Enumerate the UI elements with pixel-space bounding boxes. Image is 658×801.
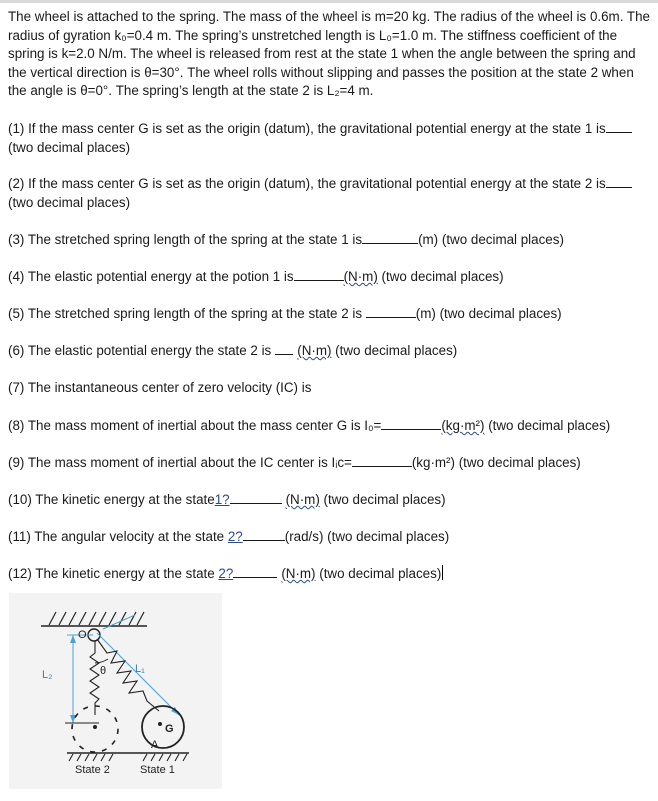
problem-statement: The wheel is attached to the spring. The mass of the wheel is m=20 kg. The radius of the wheel is 0.6m. The radius of gyration k₀=0.4 m. The spring’s unstretched length is L₀=1.0 m. The stiffness coefficient of the spring is k=2.0 N/m. The wheel is released from rest at the state 1 when the angle between the spring and the vertical direction is θ=30°. The wheel rolls without slipping and passes the position at the state 2 when the angle is θ=0°. The spring’s length at the state 2 is L₂=4 m. bbox=[8, 9, 650, 99]
answer-blank-6[interactable] bbox=[275, 342, 293, 355]
question-10-suffix: (two decimal places) bbox=[319, 492, 446, 507]
question-1-suffix: (two decimal places) bbox=[8, 139, 131, 155]
wheel-state-1 bbox=[142, 706, 184, 748]
question-8-suffix: (two decimal places) bbox=[484, 418, 611, 433]
label-state-1: State 1 bbox=[140, 764, 175, 776]
question-12-state-link[interactable]: 2? bbox=[218, 566, 234, 581]
wheel-spring-figure bbox=[9, 593, 222, 789]
answer-blank-1[interactable] bbox=[606, 120, 632, 133]
question-8-unit: (kg·m²) bbox=[441, 418, 485, 433]
question-12-suffix: (two decimal places) bbox=[315, 566, 442, 581]
label-pivot-o: O bbox=[78, 629, 87, 641]
ground-hatching bbox=[69, 754, 187, 761]
question-9 bbox=[8, 454, 581, 473]
answer-blank-3[interactable] bbox=[362, 231, 418, 244]
question-2-suffix: (two decimal places) bbox=[8, 194, 131, 210]
question-9-unit: (kg·m²) bbox=[411, 455, 455, 470]
answer-blank-12[interactable] bbox=[233, 565, 277, 578]
question-5 bbox=[8, 305, 562, 324]
answer-blank-2[interactable] bbox=[606, 175, 632, 188]
label-l1: L₁ bbox=[135, 663, 145, 675]
question-4-suffix: (two decimal places) bbox=[377, 269, 504, 284]
label-state-2: State 2 bbox=[75, 764, 110, 776]
question-2-text: (2) If the mass center G is set as the origin (datum), the gravitational potential energy at the state 2 is bbox=[8, 176, 606, 191]
question-2 bbox=[8, 175, 648, 212]
question-3-text: (3) The stretched spring length of the spring at the state 1 is bbox=[8, 232, 363, 247]
spring-state-2 bbox=[90, 641, 99, 715]
question-1 bbox=[8, 120, 648, 157]
label-a: A bbox=[151, 739, 159, 751]
question-12-unit: (N·m) bbox=[281, 566, 316, 581]
question-8 bbox=[8, 417, 610, 436]
question-11 bbox=[8, 528, 449, 547]
answer-blank-5[interactable] bbox=[366, 305, 416, 318]
answer-blank-11[interactable] bbox=[243, 528, 285, 541]
spring-state-1 bbox=[97, 639, 159, 711]
question-11-text: (11) The angular velocity at the state bbox=[8, 529, 228, 544]
label-l2: L₂ bbox=[42, 669, 53, 681]
question-5-text: (5) The stretched spring length of the spring at the state 2 is bbox=[8, 306, 366, 321]
question-6-text: (6) The elastic potential energy the state 2 is bbox=[8, 343, 272, 358]
question-9-text: (9) The mass moment of inertial about the IC center is Iᵢc= bbox=[8, 455, 352, 470]
label-g: G bbox=[165, 723, 174, 735]
figure-drawing bbox=[9, 593, 222, 789]
question-5-suffix: (m) (two decimal places) bbox=[415, 306, 562, 321]
question-3-suffix: (m) (two decimal places) bbox=[418, 232, 564, 247]
answer-blank-10[interactable] bbox=[230, 491, 282, 504]
question-4-unit: (N·m) bbox=[343, 269, 378, 284]
question-4 bbox=[8, 268, 504, 287]
question-7-text: (7) The instantaneous center of zero velocity (IC) is bbox=[8, 380, 312, 395]
answer-blank-9[interactable] bbox=[352, 454, 412, 467]
question-8-text: (8) The mass moment of inertial about the mass center G is I₀= bbox=[8, 418, 382, 433]
question-11-suffix: (rad/s) (two decimal places) bbox=[284, 529, 450, 544]
text-cursor bbox=[442, 565, 443, 580]
question-7 bbox=[8, 379, 311, 398]
question-9-suffix: (two decimal places) bbox=[454, 455, 581, 470]
question-3 bbox=[8, 231, 564, 250]
ceiling-hatching bbox=[49, 612, 144, 625]
question-10 bbox=[8, 491, 446, 510]
top-border bbox=[0, 0, 658, 3]
answer-blank-4[interactable] bbox=[294, 268, 344, 281]
question-10-text: (10) The kinetic energy at the state bbox=[8, 492, 215, 507]
question-6-suffix: (two decimal places) bbox=[331, 343, 458, 358]
question-10-unit: (N·m) bbox=[285, 492, 320, 507]
answer-blank-8[interactable] bbox=[381, 417, 441, 430]
question-6-unit: (N·m) bbox=[297, 343, 332, 358]
question-4-text: (4) The elastic potential energy at the potion 1 is bbox=[8, 269, 294, 284]
question-1-text: (1) If the mass center G is set as the origin (datum), the gravitational potential energy at the state 1 is bbox=[8, 121, 606, 136]
question-6 bbox=[8, 342, 457, 361]
label-theta: θ bbox=[100, 665, 107, 677]
question-12 bbox=[8, 565, 443, 584]
question-12-text: (12) The kinetic energy at the state bbox=[8, 566, 219, 581]
question-10-state-link[interactable]: 1? bbox=[214, 492, 230, 507]
question-11-state-link[interactable]: 2? bbox=[227, 529, 243, 544]
